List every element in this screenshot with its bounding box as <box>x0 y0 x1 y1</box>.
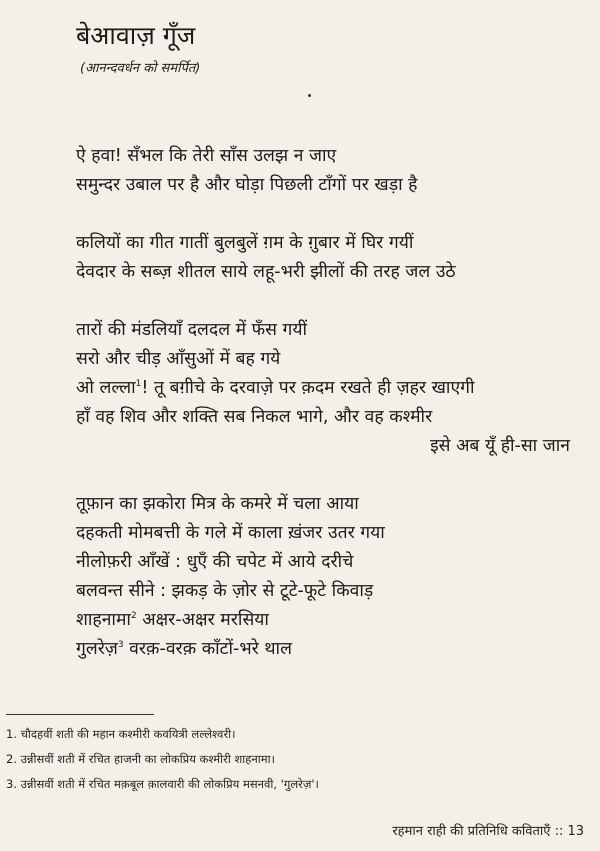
poem-line <box>76 374 586 403</box>
line-text: कलियों का गीत गातीं बुलबुलें ग़म के ग़ुबार में घिर गयीं <box>76 233 414 253</box>
line-text: सरो और चीड़ आँसुओं में बह गये <box>76 349 281 369</box>
line-text: समुन्दर उबाल पर है और घोड़ा पिछली टाँगों पर खड़ा है <box>76 175 418 195</box>
line-text: नीलोफ़री आँखें : धुएँ की चपेट में आये दरीचे <box>76 552 354 572</box>
footnotes <box>6 722 596 797</box>
poem-line <box>76 635 586 664</box>
stanza <box>76 229 586 287</box>
footnote: 1. चौदहवीं शती की महान कश्मीरी कवयित्री लल्लेश्वरी। <box>6 727 236 741</box>
line-text: ओ लल्ला <box>76 378 136 398</box>
line-text: देवदार के सब्ज़ शीतल साये लहू-भरी झीलों की तरह जल उठे <box>76 262 456 282</box>
poem-line <box>76 171 586 200</box>
stanza <box>76 316 586 461</box>
line-text: ऐ हवा! सँभल कि तेरी साँस उलझ न जाए <box>76 146 337 166</box>
footnote: 3. उन्नीसवीं शती में रचित मक़बूल क़ालवारी की लोकप्रिय मसनवी, 'गुलरेज़'। <box>6 777 319 791</box>
poem-line <box>76 577 586 606</box>
line-text-continued: वरक़-वरक़ काँटों-भरे थाल <box>123 639 292 659</box>
stanza <box>76 142 586 200</box>
poem-line <box>76 548 586 577</box>
line-text: गुलरेज़ <box>76 639 118 659</box>
line-text-continued: अक्षर-अक्षर मरसिया <box>136 610 269 630</box>
poem-line <box>76 432 586 461</box>
poem-line <box>76 403 586 432</box>
footnote-marker: 2 <box>130 611 137 622</box>
poem-line <box>76 142 586 171</box>
dedication: (आनन्दवर्धन को समर्पित) <box>80 61 201 76</box>
line-text: शाहनामा <box>76 610 131 630</box>
poem-body <box>76 142 586 664</box>
line-text: बलवन्त सीने : झकड़ के ज़ोर से टूटे-फूटे किवाड़ <box>76 581 374 601</box>
line-text-continued: ! तू बग़ीचे के दरवाज़े पर क़दम रखते ही ज़हर खाएगी <box>141 378 475 398</box>
poem-line <box>76 519 586 548</box>
poem-line <box>76 345 586 374</box>
footnote-divider <box>6 714 154 715</box>
poem-line <box>76 316 586 345</box>
poem-line <box>76 229 586 258</box>
ornament-dot <box>308 94 311 97</box>
poem-line <box>76 258 586 287</box>
footnote-marker: 1 <box>135 379 142 390</box>
page-footer: रहमान राही की प्रतिनिधि कविताएँ :: 13 <box>392 824 584 839</box>
stanza <box>76 490 586 664</box>
footnote-marker: 3 <box>117 640 124 651</box>
line-text: तूफ़ान का झकोरा मित्र के कमरे में चला आया <box>76 494 359 514</box>
line-text: हाँ वह शिव और शक्ति सब निकल भागे, और वह कश्मीर <box>76 407 433 427</box>
line-text: दहकती मोमबत्ती के गले में काला ख़ंजर उतर गया <box>76 523 385 543</box>
poem-line <box>76 490 586 519</box>
line-text: तारों की मंडलियाँ दलदल में फँस गयीं <box>76 320 308 340</box>
line-text: इसे अब यूँ ही-सा जान <box>430 436 570 456</box>
poem-line <box>76 606 586 635</box>
footnote: 2. उन्नीसवीं शती में रचित हाजनी का लोकप्रिय कश्मीरी शाहनामा। <box>6 752 275 766</box>
poem-title: बेआवाज़ गूँज <box>76 21 196 50</box>
